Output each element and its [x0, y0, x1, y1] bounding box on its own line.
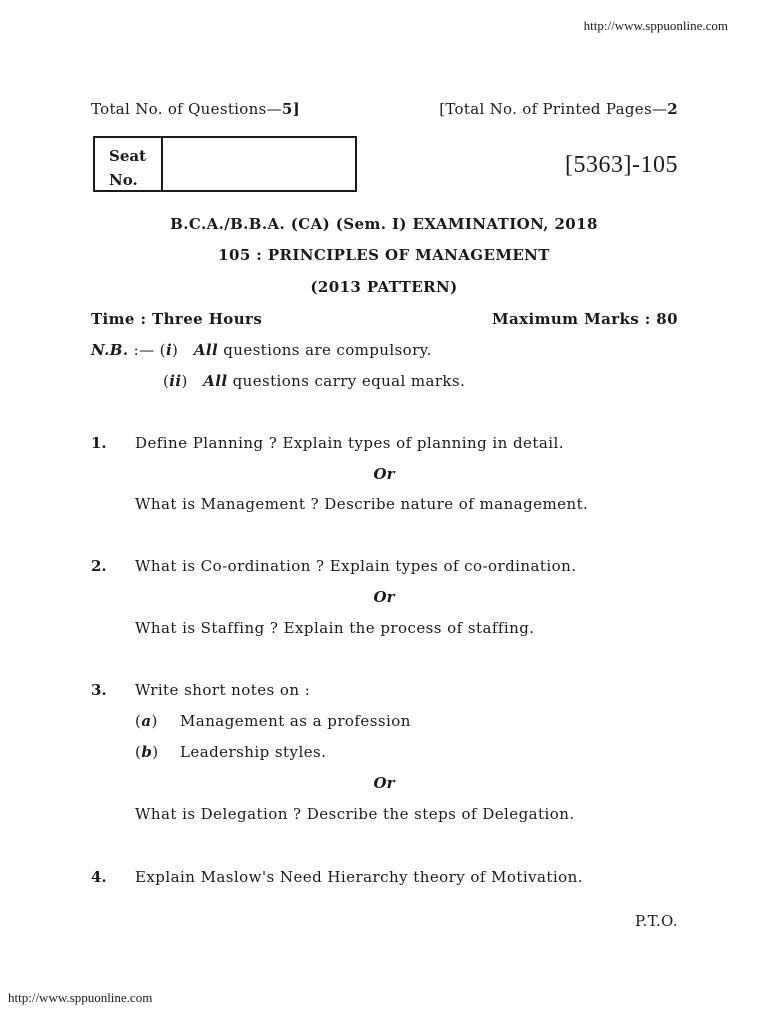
exam-time: Time : Three Hours	[91, 310, 263, 328]
exam-title: B.C.A./B.B.A. (CA) (Sem. I) EXAMINATION, 2018	[170, 215, 598, 233]
please-turn-over: P.T.O.	[635, 912, 678, 930]
or-separator: Or	[373, 465, 395, 483]
nb-label: N.B.	[91, 341, 129, 359]
seat-label	[109, 144, 146, 192]
seat-label-line1: Seat	[109, 147, 147, 165]
question-number: 3.	[91, 681, 107, 699]
sub-open: (	[135, 712, 142, 730]
question-number: 4.	[91, 868, 107, 886]
paper-code: [5363]-105	[565, 152, 678, 178]
subject-title: 105 : PRINCIPLES OF MANAGEMENT	[218, 246, 550, 264]
sub-question-text: Leadership styles.	[180, 743, 327, 761]
sub-question-label	[135, 743, 159, 761]
sub-letter: b	[141, 743, 153, 761]
nb-ii-close: )	[181, 372, 188, 390]
seat-label-line2: No.	[109, 171, 138, 189]
sub-close: )	[152, 743, 159, 761]
nb-i-close: )	[172, 341, 179, 359]
total-pages-value: 2	[667, 100, 678, 118]
question-alt-text: What is Delegation ? Describe the steps of Delegation.	[135, 805, 575, 823]
source-url-bottom[interactable]: http://www.sppuonline.com	[8, 990, 153, 1005]
question-text: Write short notes on :	[135, 681, 311, 699]
nb-ii-num: ii	[169, 372, 182, 390]
sub-open: (	[135, 743, 142, 761]
total-pages	[439, 100, 678, 118]
question-text: Define Planning ? Explain types of planning in detail.	[135, 434, 564, 452]
maximum-marks: Maximum Marks : 80	[492, 310, 678, 328]
nb-i-num: i	[165, 341, 173, 359]
question-text: Explain Maslow's Need Hierarchy theory of Motivation.	[135, 868, 583, 886]
sub-question-text: Management as a profession	[180, 712, 411, 730]
question-text: What is Co-ordination ? Explain types of co-ordination.	[135, 557, 577, 575]
nb-i-text: questions are compulsory.	[223, 341, 432, 359]
total-pages-label: [Total No. of Printed Pages—	[439, 100, 668, 118]
nb-i-em: All	[193, 341, 219, 359]
total-questions	[91, 100, 300, 118]
nb-ii-em: All	[203, 372, 228, 390]
question-alt-text: What is Management ? Describe nature of management.	[135, 495, 589, 513]
question-number: 2.	[91, 557, 107, 575]
nb-ii-open: (	[163, 372, 170, 390]
nb-note-2	[163, 372, 465, 390]
source-url-top[interactable]: http://www.sppuonline.com	[583, 18, 728, 33]
or-separator: Or	[373, 588, 395, 606]
nb-note-1	[91, 341, 432, 359]
nb-sep: :— (	[133, 341, 166, 359]
question-number: 1.	[91, 434, 107, 452]
total-questions-label: Total No. of Questions—	[91, 100, 282, 118]
nb-ii-text: questions carry equal marks.	[232, 372, 466, 390]
seat-number-box	[93, 136, 357, 192]
sub-letter: a	[141, 712, 152, 730]
or-separator: Or	[373, 774, 395, 792]
pattern-title: (2013 PATTERN)	[310, 278, 458, 296]
total-questions-value: 5]	[281, 100, 300, 118]
seat-box-divider	[161, 138, 163, 190]
sub-question-label	[135, 712, 158, 730]
question-alt-text: What is Staffing ? Explain the process of staffing.	[135, 619, 535, 637]
sub-close: )	[151, 712, 158, 730]
